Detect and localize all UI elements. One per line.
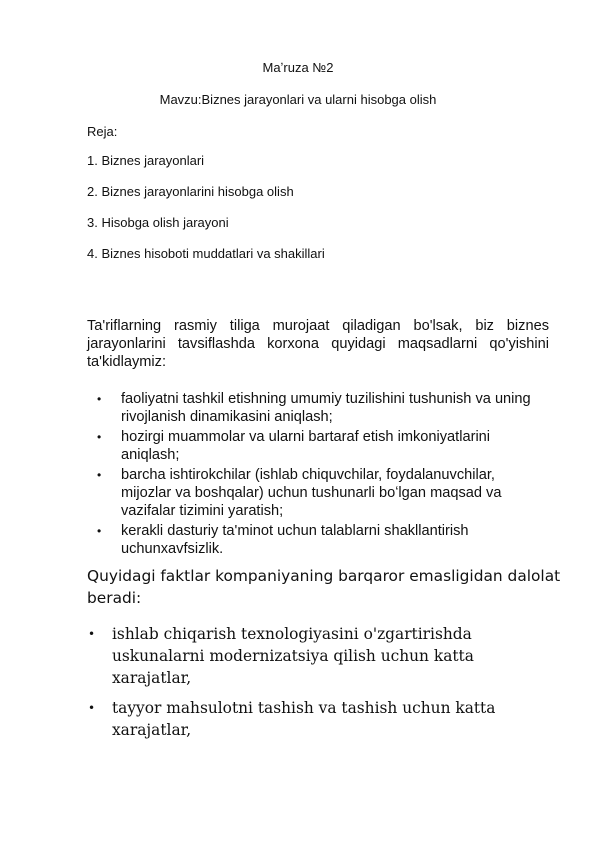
- fact-item: [87, 697, 527, 741]
- bullet-icon: •: [97, 468, 102, 482]
- bullet-icon: •: [97, 392, 102, 406]
- bullet-icon: •: [97, 430, 102, 444]
- goal-item: [87, 522, 549, 558]
- goal-text: faoliyatni tashkil etishning umumiy tuzilishini tushunish va uning rivojlanish dinamikasini aniqlash;: [121, 391, 531, 425]
- goal-text: kerakli dasturiy ta'minot uchun talablarni shakllantirish uchunxavfsizlik.: [121, 523, 469, 557]
- facts-list: [87, 623, 527, 749]
- fact-item: [87, 623, 527, 689]
- facts-lead-paragraph: Quyidagi faktlar kompaniyaning barqaror emasligidan dalolat beradi:: [87, 567, 561, 607]
- bullet-icon: •: [88, 701, 96, 715]
- plan-item: 2. Biznes jarayonlarini hisobga olish: [87, 184, 294, 199]
- lecture-title: Maʼruza №2: [262, 60, 334, 75]
- plan-item: 1. Biznes jarayonlari: [87, 153, 205, 168]
- goals-list: [87, 390, 549, 560]
- plan-label: Reja:: [87, 124, 118, 139]
- plan-list: [87, 152, 325, 276]
- goal-item: [87, 428, 549, 464]
- goal-text: barcha ishtirokchilar (ishlab chiquvchilar, foydalanuvchilar, mijozlar va boshqalar) uchun tushunarli boʻlgan maqsad va vazifalar tizimini yaratish;: [121, 467, 502, 519]
- goal-item: [87, 466, 549, 520]
- topic-heading: Mavzu:Biznes jarayonlari va ularni hisobga olish: [159, 92, 437, 107]
- fact-text: tayyor mahsulotni tashish va tashish uchun katta xarajatlar,: [112, 699, 496, 739]
- goal-item: [87, 390, 549, 426]
- plan-item: 4. Biznes hisoboti muddatlari va shakillari: [87, 246, 325, 261]
- bullet-icon: •: [88, 627, 96, 641]
- bullet-icon: •: [97, 524, 102, 538]
- fact-text: ishlab chiqarish texnologiyasini o'zgartirishda uskunalarni modernizatsiya qilish uchun katta xarajatlar,: [112, 625, 474, 687]
- intro-paragraph: Ta'riflarning rasmiy tiliga murojaat qiladigan bo'lsak, biz biznes jarayonlarini tavsiflashda korxona quyidagi maqsadlarni qo'yishini ta'kidlaymiz:: [87, 318, 549, 370]
- goal-text: hozirgi muammolar va ularni bartaraf etish imkoniyatlarini aniqlash;: [121, 429, 491, 463]
- plan-item: 3. Hisobga olish jarayoni: [87, 215, 229, 230]
